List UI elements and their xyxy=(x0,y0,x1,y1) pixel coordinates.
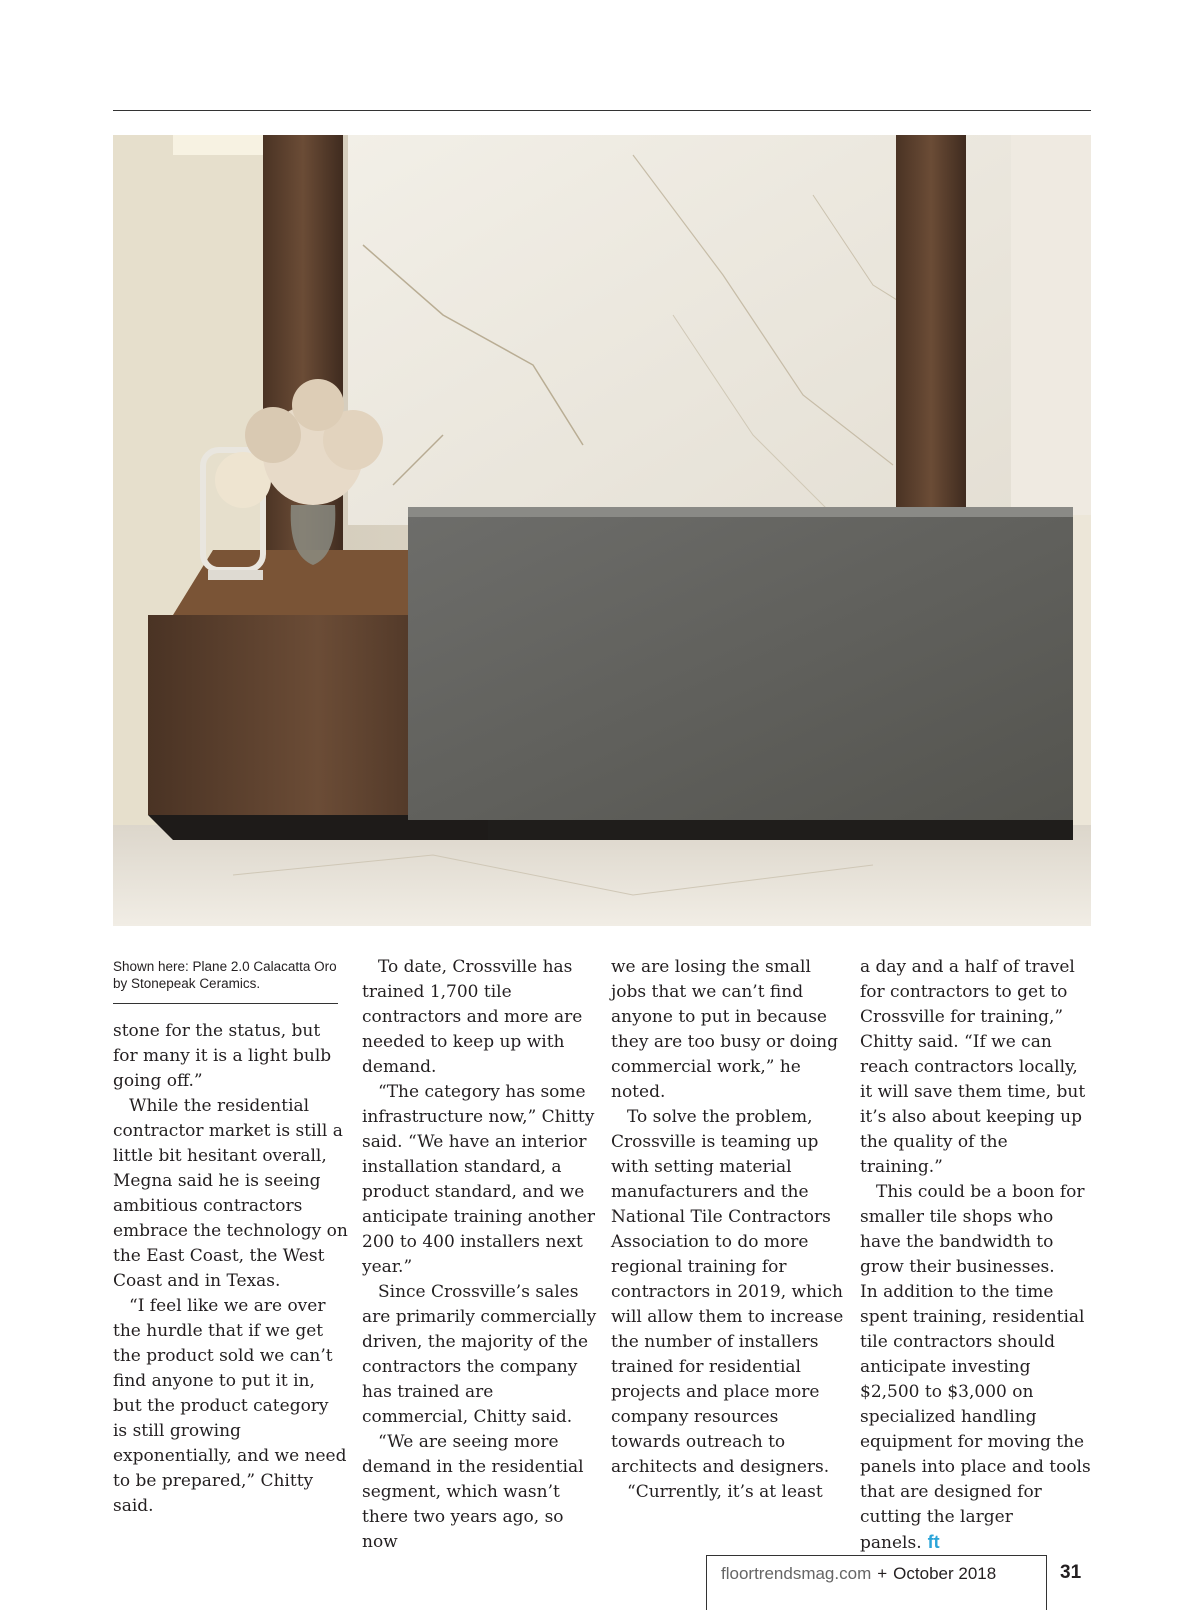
paragraph: While the residential contractor market is still a little bit hesitant overall, Megna said he is seeing ambitious contractors embrace the technology on the East Coast, the West Coast and in Texas. xyxy=(113,1096,348,1291)
paragraph: “I feel like we are over the hurdle that if we get the product sold we can’t find anyone to put it in, but the product category is still growing exponentially, and we need to be prepared,” Chitty said. xyxy=(113,1296,347,1516)
photo-caption: Shown here: Plane 2.0 Calacatta Oro by Stonepeak Ceramics. xyxy=(113,959,337,991)
article-column-3 xyxy=(611,955,846,1505)
caption-rule xyxy=(113,1003,338,1004)
top-rule xyxy=(113,110,1091,111)
end-mark-icon: ft xyxy=(927,1532,940,1552)
paragraph: a day and a half of travel for contractors to get to Crossville for training,” Chitty said. “If we can reach contractors locally, it will save them time, but it’s also about keeping up the quality of the training.” xyxy=(860,957,1086,1177)
paragraph: “Currently, it’s at least xyxy=(627,1482,823,1502)
reception-desk-illustration xyxy=(113,135,1091,926)
paragraph: To date, Crossville has trained 1,700 tile contractors and more are needed to keep up with demand. xyxy=(362,957,583,1077)
footer-folio xyxy=(721,1564,996,1584)
footer-separator: + xyxy=(877,1564,888,1583)
footer-date: October 2018 xyxy=(893,1564,997,1583)
article-column-4 xyxy=(860,955,1095,1556)
paragraph: Since Crossville’s sales are primarily commercially driven, the majority of the contractors the company has trained are commercial, Chitty said. xyxy=(362,1282,597,1427)
footer-site: floortrendsmag.com xyxy=(721,1564,872,1583)
paragraph: “We are seeing more demand in the residential segment, which wasn’t there two years ago, so now xyxy=(362,1432,584,1552)
article-column-1 xyxy=(113,1019,348,1519)
paragraph: To solve the problem, Crossville is teaming up with setting material manufacturers and the National Tile Contractors Association to do more regional training for contractors in 2019, which will allow them to increase the number of installers trained for residential projects and place more company resources towards outreach to architects and designers. xyxy=(611,1107,844,1477)
feature-photo xyxy=(113,135,1091,926)
page-number: 31 xyxy=(1060,1562,1082,1583)
paragraph-final xyxy=(860,1280,1095,1556)
paragraph-text: In addition to the time spent training, residential tile contractors should anticipate investing $2,500 to $3,000 on specialized handling equipment for moving the panels into place and tools that are designed for cutting the larger panels. xyxy=(860,1282,1091,1553)
paragraph: “The category has some infrastructure now,” Chitty said. “We have an interior installation standard, a product standard, and we anticipate training another 200 to 400 installers next year.” xyxy=(362,1082,596,1277)
paragraph: stone for the status, but for many it is a light bulb going off.” xyxy=(113,1021,332,1091)
paragraph: we are losing the small jobs that we can’t find anyone to put in because they are too busy or doing commercial work,” he noted. xyxy=(611,957,838,1102)
article-column-2 xyxy=(362,955,597,1555)
paragraph: This could be a boon for smaller tile shops who have the bandwidth to grow their businesses. xyxy=(860,1182,1085,1277)
